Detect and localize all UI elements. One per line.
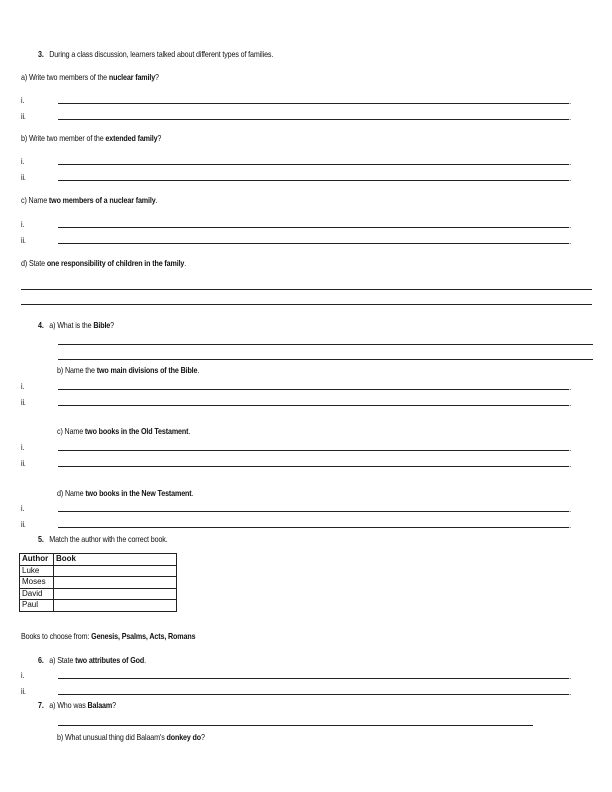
q4b-dot-i: . — [569, 383, 572, 392]
q3b-dot-ii: . — [569, 174, 572, 183]
table-header-row — [20, 554, 177, 566]
q4c-answer-ii[interactable] — [58, 466, 569, 467]
q3c-dot-ii: . — [569, 237, 572, 246]
q7a-prompt: 7. a) Who was Balaam? — [38, 700, 116, 710]
table-row — [20, 577, 177, 589]
book-cell[interactable] — [54, 600, 177, 612]
q4c-prompt: c) Name two books in the Old Testament. — [57, 426, 191, 436]
q3a-dot-i: . — [569, 97, 572, 106]
q4a-prompt: 4. a) What is the Bible? — [38, 320, 114, 330]
q4d-answer-i[interactable] — [58, 511, 569, 512]
q3d-prompt: d) State one responsibility of children in the family. — [21, 258, 187, 268]
q4d-label-ii: ii. — [21, 519, 26, 529]
q3c-dot-i: . — [569, 221, 572, 230]
author-header: Author — [20, 554, 54, 566]
q6a-label-i: i. — [21, 670, 25, 680]
table-row — [20, 565, 177, 577]
q4c-label-ii: ii. — [21, 458, 26, 468]
q4b-label-i: i. — [21, 381, 25, 391]
q4a-answer-line-1[interactable] — [58, 344, 593, 345]
table-row — [20, 600, 177, 612]
q4b-label-ii: ii. — [21, 397, 26, 407]
author-cell: David — [20, 588, 54, 600]
q6a-answer-i[interactable] — [58, 678, 569, 679]
q3d-answer-line-2[interactable] — [21, 304, 592, 305]
q4c-answer-i[interactable] — [58, 450, 569, 451]
q4d-dot-ii: . — [569, 521, 572, 530]
q4d-prompt: d) Name two books in the New Testament. — [57, 488, 194, 498]
book-cell[interactable] — [54, 565, 177, 577]
q3-intro — [38, 49, 273, 59]
q3c-answer-ii[interactable] — [58, 243, 569, 244]
q7b-prompt: b) What unusual thing did Balaam's donkey do? — [57, 732, 205, 742]
q4b-prompt: b) Name the two main divisions of the Bible. — [57, 365, 200, 375]
q4c-label-i: i. — [21, 442, 25, 452]
q3b-label-ii: ii. — [21, 172, 26, 182]
q3d-answer-line-1[interactable] — [21, 289, 592, 290]
q6a-dot-ii: . — [569, 688, 572, 697]
q3a-dot-ii: . — [569, 113, 572, 122]
table-row — [20, 588, 177, 600]
q3c-answer-i[interactable] — [58, 227, 569, 228]
q4a-answer-line-2[interactable] — [58, 359, 593, 360]
author-cell: Luke — [20, 565, 54, 577]
q4b-answer-i[interactable] — [58, 389, 569, 390]
q3-intro-text: During a class discussion, learners talked about different types of families. — [49, 49, 274, 59]
q3b-answer-i[interactable] — [58, 164, 569, 165]
q4b-answer-ii[interactable] — [58, 405, 569, 406]
book-header: Book — [54, 554, 177, 566]
q5-book-choices: Books to choose from: Genesis, Psalms, Acts, Romans — [21, 631, 196, 641]
q3a-prompt: a) Write two members of the nuclear family? — [21, 72, 159, 82]
author-cell: Moses — [20, 577, 54, 589]
q3a-answer-i[interactable] — [58, 103, 569, 104]
q6a-answer-ii[interactable] — [58, 694, 569, 695]
q3b-prompt: b) Write two member of the extended family? — [21, 133, 162, 143]
author-cell: Paul — [20, 600, 54, 612]
q6a-label-ii: ii. — [21, 686, 26, 696]
q6a-prompt: 6. a) State two attributes of God. — [38, 655, 146, 665]
book-cell[interactable] — [54, 577, 177, 589]
q4b-dot-ii: . — [569, 399, 572, 408]
book-cell[interactable] — [54, 588, 177, 600]
q3b-dot-i: . — [569, 158, 572, 167]
q3a-label-i: i. — [21, 95, 25, 105]
q3a-label-ii: ii. — [21, 111, 26, 121]
q3-number: 3. — [38, 49, 44, 59]
q4-number: 4. — [38, 320, 44, 330]
q3c-label-ii: ii. — [21, 235, 26, 245]
q4d-dot-i: . — [569, 505, 572, 514]
q3c-prompt: c) Name two members of a nuclear family. — [21, 195, 158, 205]
q3b-label-i: i. — [21, 156, 25, 166]
q4d-answer-ii[interactable] — [58, 527, 569, 528]
q5-prompt: 5. Match the author with the correct book. — [38, 534, 168, 544]
q6a-dot-i: . — [569, 672, 572, 681]
q4c-dot-ii: . — [569, 460, 572, 469]
q5-number: 5. — [38, 534, 44, 544]
q3a-answer-ii[interactable] — [58, 119, 569, 120]
q4c-dot-i: . — [569, 444, 572, 453]
q7-number: 7. — [38, 700, 44, 710]
author-book-table — [19, 553, 177, 612]
q3c-label-i: i. — [21, 219, 25, 229]
q6-number: 6. — [38, 655, 44, 665]
q4d-label-i: i. — [21, 503, 25, 513]
q3b-answer-ii[interactable] — [58, 180, 569, 181]
q7a-answer[interactable] — [58, 725, 533, 726]
